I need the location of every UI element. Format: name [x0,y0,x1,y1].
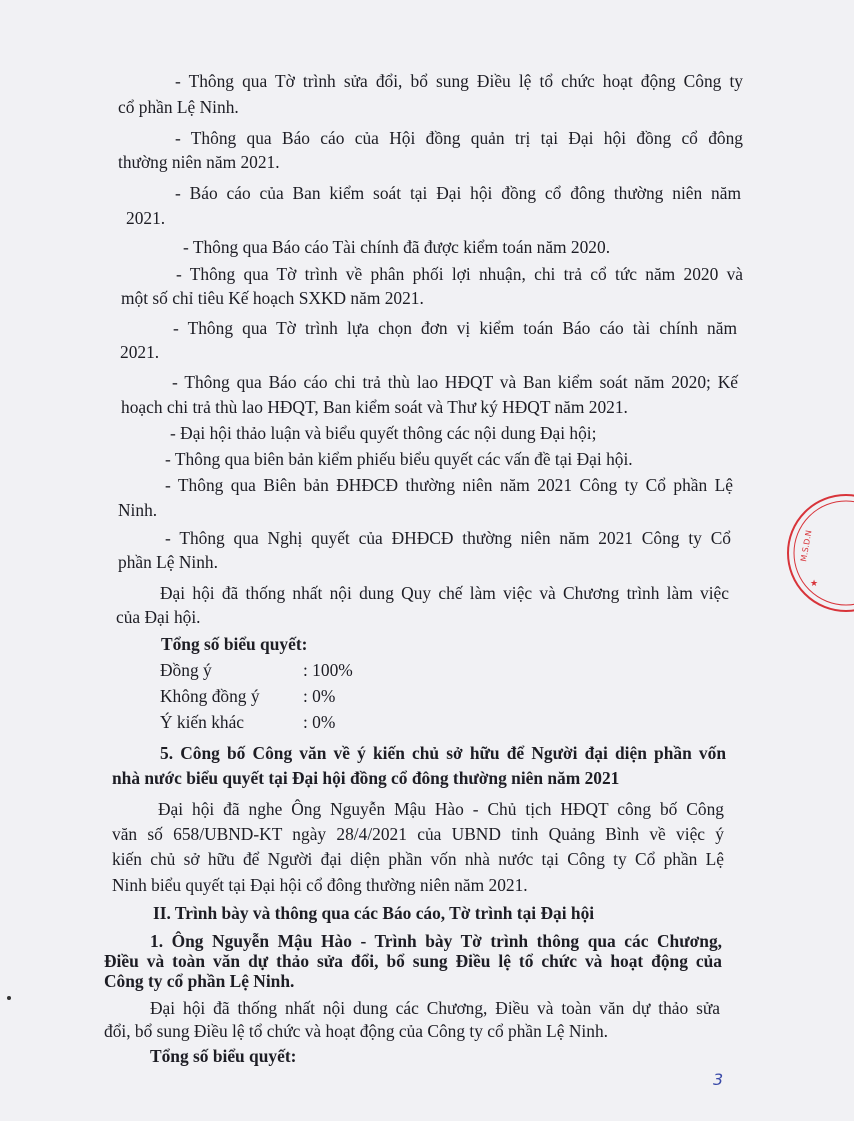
section5-heading-line-2: nhà nước biểu quyết tại Đại hội đồng cổ đông thường niên năm 2021 [112,768,620,788]
paper-speck [7,996,11,1000]
vote-label-agree: Đồng ý [160,660,212,680]
company-stamp [784,488,854,618]
item-11-line-2: phần Lệ Ninh. [118,552,218,572]
page-number: 3 [713,1070,724,1089]
svg-text:★: ★ [810,579,819,589]
vote-value-disagree: : 0% [303,686,336,706]
vote-value-agree: : 100% [303,660,353,680]
item-6-line-2: 2021. [120,342,160,362]
agreement-line-2: của Đại hội. [116,607,201,627]
agreement-line-1: Đại hội đã thống nhất nội dung Quy chế làm việc và Chương trình làm việc [160,583,729,603]
item-10-line-1: - Thông qua Biên bản ĐHĐCĐ thường niên năm 2021 Công ty Cổ phần Lệ [165,475,733,495]
part2-item1-body-line-1: Đại hội đã thống nhất nội dung các Chương, Điều và toàn văn dự thảo sửa [150,998,720,1018]
item-6-line-1: - Thông qua Tờ trình lựa chọn đơn vị kiểm toán Báo cáo tài chính năm [173,318,737,338]
item-10-line-2: Ninh. [118,500,158,520]
part2-item1-heading-line-3: Công ty cổ phần Lệ Ninh. [104,971,295,991]
part2-item1-body-line-2: đổi, bổ sung Điều lệ tổ chức và hoạt động của Công ty cổ phần Lệ Ninh. [104,1021,608,1041]
part2-heading: II. Trình bày và thông qua các Báo cáo, Tờ trình tại Đại hội [153,903,595,923]
item-5-line-1: - Thông qua Tờ trình về phân phối lợi nhuận, chi trả cổ tức năm 2020 và [176,264,743,284]
vote-value-other: : 0% [303,712,336,732]
item-2-line-2: thường niên năm 2021. [118,152,280,172]
section5-heading-line-1: 5. Công bố Công văn về ý kiến chủ sở hữu để Người đại diện phần vốn [160,743,726,763]
part2-vote-title: Tổng số biểu quyết: [150,1046,297,1066]
vote-label-disagree: Không đồng ý [160,686,260,706]
item-3-line-2: 2021. [126,208,166,228]
item-8-line-1: - Đại hội thảo luận và biểu quyết thông các nội dung Đại hội; [170,423,597,443]
section5-body-line-3: kiến chủ sở hữu để Người đại diện phần vốn nhà nước tại Công ty Cổ phần Lệ [112,849,724,869]
item-1-line-1: - Thông qua Tờ trình sửa đổi, bổ sung Điều lệ tổ chức hoạt động Công ty [175,71,743,91]
item-4-line-1: - Thông qua Báo cáo Tài chính đã được kiểm toán năm 2020. [183,237,611,257]
item-2-line-1: - Thông qua Báo cáo của Hội đồng quản trị tại Đại hội đồng cổ đông [175,128,743,148]
vote-summary-title: Tổng số biểu quyết: [161,634,308,654]
item-3-line-1: - Báo cáo của Ban kiểm soát tại Đại hội đồng cổ đông thường niên năm [175,183,741,203]
item-11-line-1: - Thông qua Nghị quyết của ĐHĐCĐ thường niên năm 2021 Công ty Cổ [165,528,731,548]
stamp-seal-icon [784,488,854,618]
part2-item1-heading-line-2: Điều và toàn văn dự thảo sửa đổi, bổ sung Điều lệ tổ chức và hoạt động của [104,951,722,971]
stamp-text: M.S.D.N [799,529,814,563]
section5-body-line-4: Ninh biểu quyết tại Đại hội cổ đông thường niên năm 2021. [112,875,528,895]
section5-body-line-1: Đại hội đã nghe Ông Nguyễn Mậu Hào - Chủ tịch HĐQT công bố Công [158,799,724,819]
vote-label-other: Ý kiến khác [160,712,245,732]
item-7-line-1: - Thông qua Báo cáo chi trả thù lao HĐQT và Ban kiểm soát năm 2020; Kế [172,372,738,392]
part2-item1-heading-line-1: 1. Ông Nguyễn Mậu Hào - Trình bày Tờ trình thông qua các Chương, [150,931,722,951]
item-1-line-2: cổ phần Lệ Ninh. [118,97,239,117]
item-7-line-2: hoạch chi trả thù lao HĐQT, Ban kiểm soát và Thư ký HĐQT năm 2021. [121,397,628,417]
item-9-line-1: - Thông qua biên bản kiểm phiếu biểu quyết các vấn đề tại Đại hội. [165,449,633,469]
section5-body-line-2: văn số 658/UBND-KT ngày 28/4/2021 của UBND tỉnh Quảng Bình về việc ý [112,824,724,844]
item-5-line-2: một số chỉ tiêu Kế hoạch SXKD năm 2021. [121,288,424,308]
